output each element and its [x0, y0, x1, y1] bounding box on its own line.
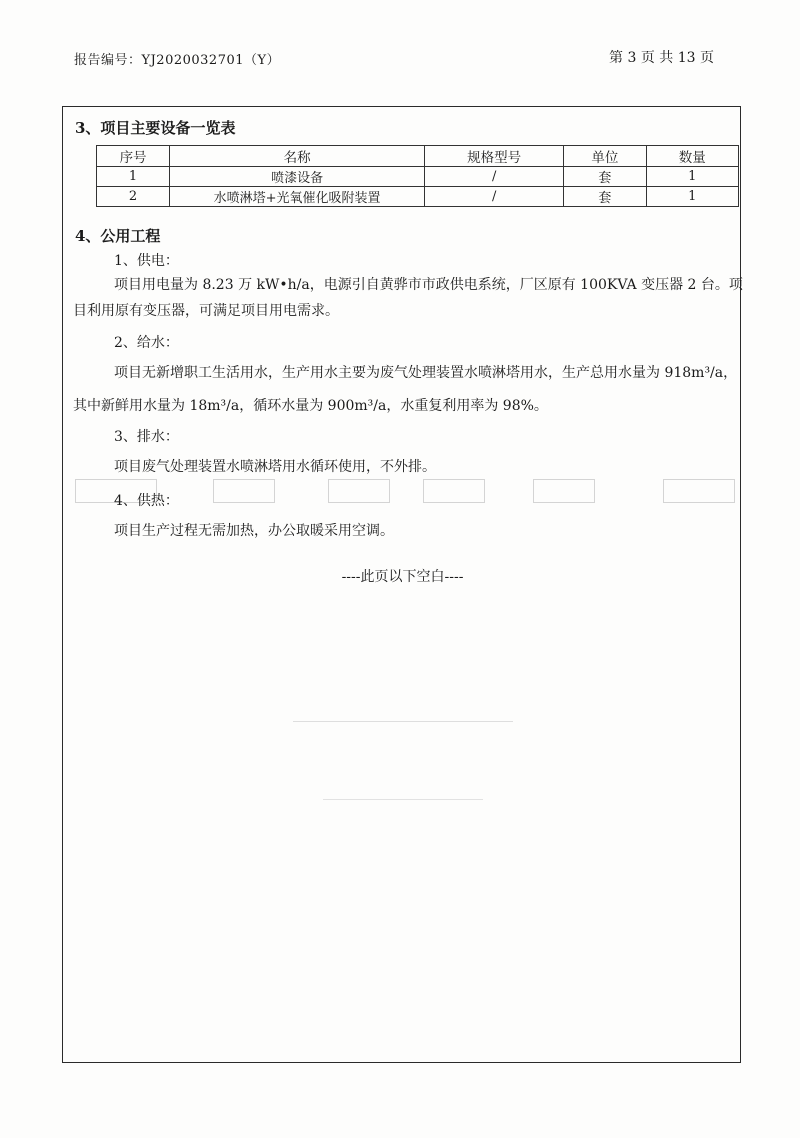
power-heading: 1、供电： — [114, 253, 179, 269]
table-cell: 2 — [97, 187, 170, 207]
heating-heading: 4、供热： — [114, 493, 179, 509]
table-cell: 1 — [646, 167, 738, 187]
table-cell: 水喷淋塔+光氧催化吸附装置 — [170, 187, 425, 207]
table-row — [97, 167, 739, 187]
table-cell: / — [425, 167, 564, 187]
column-header: 数量 — [646, 146, 738, 167]
table-cell: / — [425, 187, 564, 207]
table-cell: 1 — [646, 187, 738, 207]
table-cell: 1 — [97, 167, 170, 187]
table-cell: 喷漆设备 — [170, 167, 425, 187]
bleed-through-box — [328, 479, 390, 503]
table-cell: 套 — [564, 167, 646, 187]
section-3-title: 3、项目主要设备一览表 — [75, 119, 236, 137]
bleed-through-box — [533, 479, 595, 503]
power-text-line: 项目用电量为 8.23 万 kW•h/a，电源引自黄骅市市政供电系统，厂区原有 100KVA 变压器 2 台。项 — [114, 277, 743, 293]
power-text-line: 目利用原有变压器，可满足项目用电需求。 — [73, 303, 339, 319]
equipment-table — [96, 145, 739, 207]
column-header: 序号 — [97, 146, 170, 167]
drainage-heading: 3、排水： — [114, 429, 179, 445]
heating-text-line: 项目生产过程无需加热，办公取暖采用空调。 — [114, 523, 394, 539]
report-number: 报告编号：YJ2020032701（Y） — [74, 53, 281, 68]
table-header-row — [97, 146, 739, 167]
table-row — [97, 187, 739, 207]
section-4-title: 4、公用工程 — [75, 227, 161, 245]
bleed-through-line — [293, 721, 513, 722]
bleed-through-line — [323, 799, 483, 800]
bleed-through-box — [663, 479, 735, 503]
page-info: 第 3 页 共 13 页 — [609, 50, 714, 66]
blank-below-note: ----此页以下空白---- — [341, 569, 464, 585]
column-header: 名称 — [170, 146, 425, 167]
column-header: 单位 — [564, 146, 646, 167]
bleed-through-box — [423, 479, 485, 503]
water-supply-text-line: 项目无新增职工生活用水，生产用水主要为废气处理装置水喷淋塔用水，生产总用水量为 918m³/a， — [114, 365, 738, 381]
water-supply-heading: 2、给水： — [114, 335, 179, 351]
water-supply-text-line: 其中新鲜用水量为 18m³/a，循环水量为 900m³/a，水重复利用率为 98%。 — [73, 398, 548, 414]
drainage-text-line: 项目废气处理装置水喷淋塔用水循环使用，不外排。 — [114, 459, 436, 475]
document-frame — [62, 106, 741, 1063]
bleed-through-box — [213, 479, 275, 503]
table-cell: 套 — [564, 187, 646, 207]
column-header: 规格型号 — [425, 146, 564, 167]
